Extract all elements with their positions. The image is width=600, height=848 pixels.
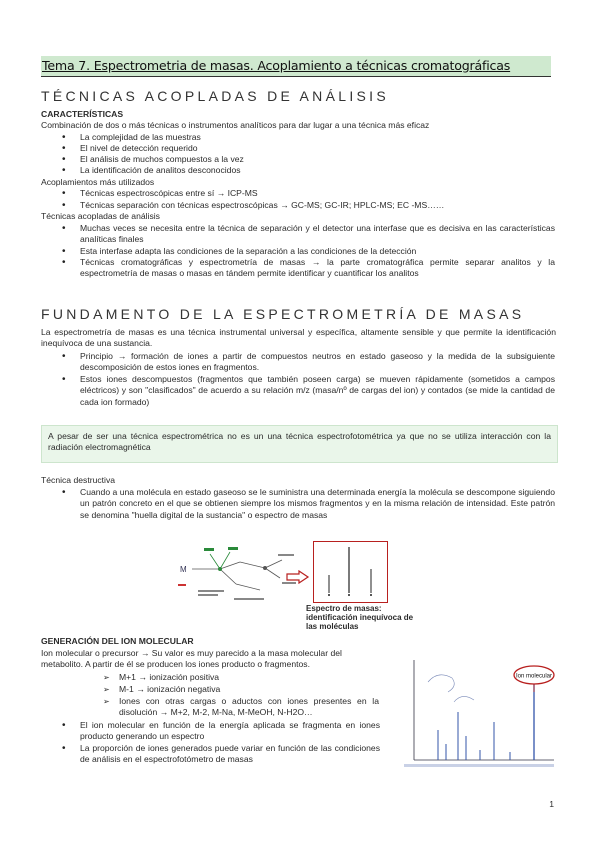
list-item: • Estos iones descompuestos (fragmentos que también poseen carga) se mueven rápidamente (sometidos a campos eléctricos) y son "clasificados" de acuerdo a su relación m/z (masa/nº de cargas del ion) y contados (se mide la cantidad de cada ion formado) [80, 374, 555, 408]
document-title: Tema 7. Espectrometria de masas. Acoplamiento a técnicas cromatográficas [42, 58, 511, 73]
list-item: • Esta interfase adapta las condiciones de la separación a las condiciones de la detección [80, 246, 416, 257]
list-item: • La complejidad de las muestras [80, 132, 201, 143]
list-item: • Muchas veces se necesita entre la técnica de separación y el detector una interfase que es decisiva en las características analíticas finales [80, 223, 555, 246]
list-item: • Técnicas espectroscópicas entre sí → ICP-MS [80, 188, 258, 199]
list-item: • Principio → formación de iones a partir de compuestos neutros en estado gaseoso y la medida de la subsiguiente descomposición de estos iones en fragmentos. [80, 351, 555, 374]
destructive-label: Técnica destructiva [41, 475, 116, 485]
molecular-ion-label: Ion molecular [515, 673, 553, 680]
note-text: A pesar de ser una técnica espectrométrica no es un una técnica espectrofotométrica ya que no se utiliza interacción con la radiación electromagnética [48, 431, 551, 453]
list-item: • El análisis de muchos compuestos a la vez [80, 154, 244, 165]
list-item: • Técnicas cromatográficas y espectrometría de masas → la parte cromatográfica permite separar analitos y la espectrometría de masas o masas en tándem permite identificar y cuantificar los analitos [80, 257, 555, 280]
title-bar [41, 56, 551, 77]
figure-caption: Espectro de masas: identificación inequívoca de las moléculas [306, 604, 414, 632]
list-item: ➢ M+1 → ionización positiva [119, 672, 219, 683]
mass-spectrum-figure [313, 541, 388, 603]
section-heading-fundamento: FUNDAMENTO DE LA ESPECTROMETRÍA DE MASAS [41, 306, 525, 322]
arrow-right-icon [286, 570, 310, 584]
intro-text: Combinación de dos o más técnicas o instrumentos analíticos para dar lugar a una técnica más eficaz [41, 120, 430, 130]
intro-text: La espectrometría de masas es una técnica instrumental universal y específica, altamente sensible y que permite la identificación inequívoca de una sustancia. [41, 327, 556, 349]
page-number: 1 [549, 799, 554, 809]
subheading-caracteristicas: CARACTERÍSTICAS [41, 109, 124, 119]
list-item: • La proporción de iones generados puede variar en función de las condiciones de análisis en el espectrofotómetro de masas [80, 743, 380, 766]
section-heading-tecnicas: TÉCNICAS ACOPLADAS DE ANÁLISIS [41, 88, 389, 104]
molecule-label: M [180, 565, 187, 574]
list-item: • Cuando a una molécula en estado gaseoso se le suministra una determinada energía la molécula se descompone siguiendo un patrón concreto en el que se obtienen siempre los mismos fragmentos y en la misma relación de intensidad. Este patrón se denomina "huella digital de la sustancia" o espectro de masas [80, 487, 555, 521]
coupled-label: Técnicas acopladas de análisis [41, 211, 160, 221]
couplings-label: Acoplamientos más utilizados [41, 177, 155, 187]
list-item: • La identificación de analitos desconocidos [80, 165, 241, 176]
intro-text: Ion molecular o precursor → Su valor es muy parecido a la masa molecular del metabolito. A partir de él se producen los iones producto o fragmentos. [41, 648, 342, 670]
list-item: ➢ M-1 → ionización negativa [119, 684, 220, 695]
note-box [41, 425, 558, 463]
list-item: • Técnicas separación con técnicas espectroscópicas → GC-MS; GC-IR; HPLC-MS; EC -MS…… [80, 200, 444, 211]
list-item: • El nivel de detección requerido [80, 143, 198, 154]
subheading-ion-molecular: GENERACIÓN DEL ION MOLECULAR [41, 636, 194, 646]
list-item: ➢ Iones con otras cargas o aductos con iones presentes en la disolución → M+2, M-2, M-Na, M-MeOH, N-H2O… [119, 696, 379, 719]
list-item: • El ion molecular en función de la energía aplicada se fragmenta en iones producto generando un espectro [80, 720, 380, 743]
molecular-ion-figure [384, 652, 560, 776]
